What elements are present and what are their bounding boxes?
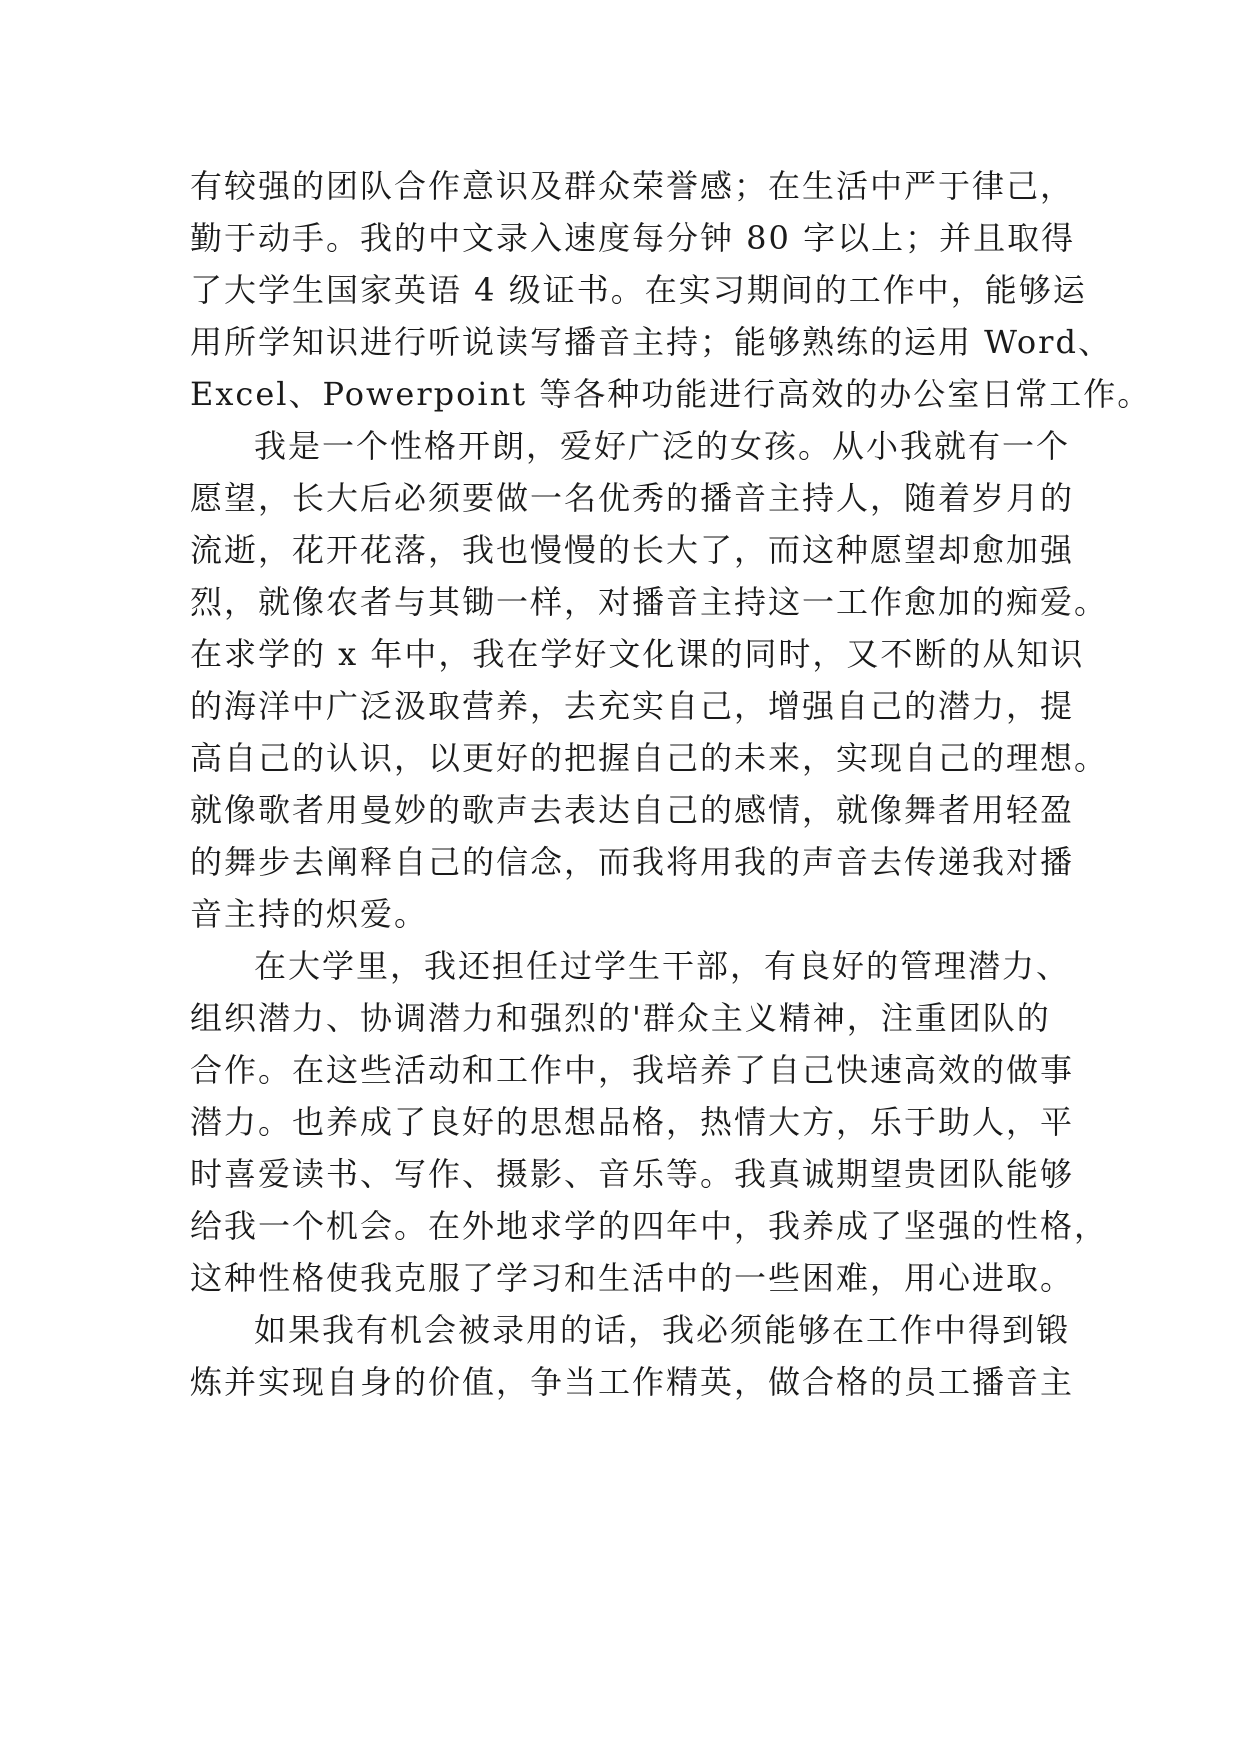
text-line: 的海洋中广泛汲取营养，去充实自己，增强自己的潜力，提	[190, 687, 1075, 725]
text-line: 我是一个性格开朗，爱好广泛的女孩。从小我就有一个	[254, 427, 1071, 465]
text-line: 了大学生国家英语 4 级证书。在实习期间的工作中，能够运	[190, 271, 1087, 309]
text-line: 组织潜力、协调潜力和强烈的'群众主义精神，注重团队的	[190, 999, 1051, 1037]
text-line: 流逝，花开花落，我也慢慢的长大了，而这种愿望却愈加强	[190, 531, 1075, 569]
body-text	[190, 160, 1152, 1408]
text-line: Excel、Powerpoint 等各种功能进行高效的办公室日常工作。	[190, 375, 1152, 413]
text-line: 给我一个机会。在外地求学的四年中，我养成了坚强的性格，	[190, 1207, 1109, 1245]
text-line: 有较强的团队合作意识及群众荣誉感；在生活中严于律己，	[190, 167, 1075, 205]
text-line: 音主持的炽爱。	[190, 895, 429, 933]
text-line: 这种性格使我克服了学习和生活中的一些困难，用心进取。	[190, 1259, 1075, 1297]
text-line: 合作。在这些活动和工作中，我培养了自己快速高效的做事	[190, 1051, 1075, 1089]
text-line: 就像歌者用曼妙的歌声去表达自己的感情，就像舞者用轻盈	[190, 791, 1075, 829]
text-line: 用所学知识进行听说读写播音主持；能够熟练的运用 Word、	[190, 323, 1112, 361]
text-line: 高自己的认识，以更好的把握自己的未来，实现自己的理想。	[190, 739, 1109, 777]
text-line: 时喜爱读书、写作、摄影、音乐等。我真诚期望贵团队能够	[190, 1155, 1075, 1193]
text-line: 在求学的 x 年中，我在学好文化课的同时，又不断的从知识	[190, 635, 1085, 673]
text-line: 炼并实现自身的价值，争当工作精英，做合格的员工播音主	[190, 1363, 1075, 1401]
text-line: 如果我有机会被录用的话，我必须能够在工作中得到锻	[254, 1311, 1071, 1349]
text-line: 潜力。也养成了良好的思想品格，热情大方，乐于助人，平	[190, 1103, 1075, 1141]
text-line: 在大学里，我还担任过学生干部，有良好的管理潜力、	[254, 947, 1071, 985]
text-line: 愿望，长大后必须要做一名优秀的播音主持人，随着岁月的	[190, 479, 1075, 517]
text-line: 烈，就像农者与其锄一样，对播音主持这一工作愈加的痴爱。	[190, 583, 1109, 621]
text-line: 勤于动手。我的中文录入速度每分钟 80 字以上；并且取得	[190, 219, 1076, 257]
text-line: 的舞步去阐释自己的信念，而我将用我的声音去传递我对播	[190, 843, 1075, 881]
